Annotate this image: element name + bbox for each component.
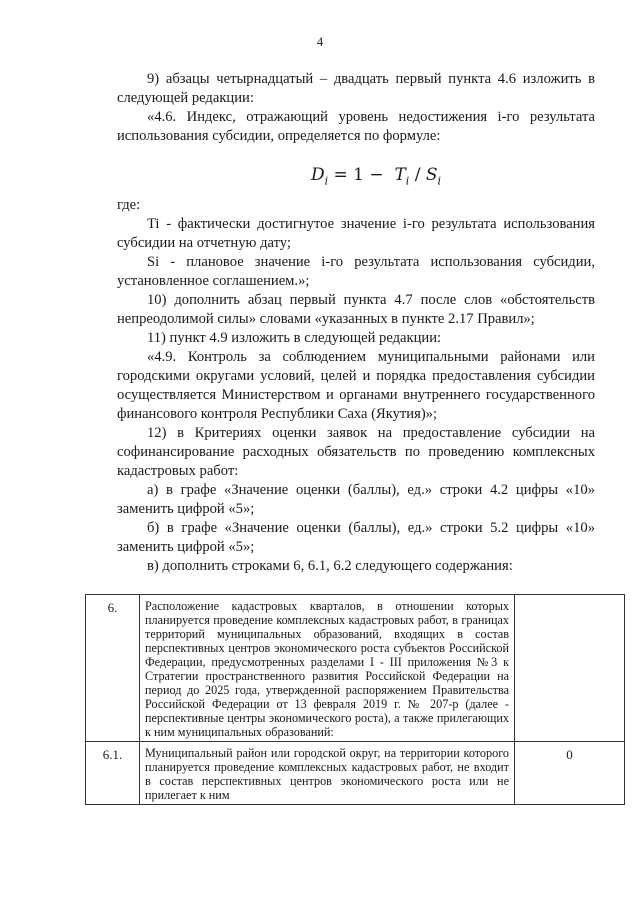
formula-s: S <box>425 165 438 185</box>
paragraph: Si - плановое значение i-го результата использования субсидии, установленное соглашением.»; <box>117 254 595 290</box>
paragraph: 12) в Критериях оценки заявок на предоставление субсидии на софинансирование расходных обязательств по проведению комплексных кадастровых работ: <box>117 425 595 480</box>
formula-subscript: i <box>405 174 410 188</box>
row-number: 6.1. <box>86 742 140 805</box>
paragraph: 9) абзацы четырнадцатый – двадцать первый пункта 4.6 изложить в следующей редакции: <box>117 71 595 106</box>
paragraph: 10) дополнить абзац первый пункта 4.7 после слов «обстоятельств непреодолимой силы» словами «указанных в пункте 2.17 Правил»; <box>117 292 595 328</box>
criteria-table <box>85 594 625 805</box>
formula-t: T <box>394 165 406 185</box>
row-score: 0 <box>515 742 625 805</box>
page-number: 4 <box>316 34 324 49</box>
paragraph: б) в графе «Значение оценки (баллы), ед.» строки 5.2 цифры «10» заменить цифрой «5»; <box>117 520 595 556</box>
paragraph: Ti - фактически достигнутое значение i-го результата использования субсидии на отчетную дату; <box>117 216 595 252</box>
row-score <box>515 595 625 742</box>
paragraph: а) в графе «Значение оценки (баллы), ед.» строки 4.2 цифры «10» заменить цифрой «5»; <box>117 482 595 518</box>
formula-lhs: D <box>310 165 325 185</box>
row-number: 6. <box>86 595 140 742</box>
row-description: Расположение кадастровых кварталов, в отношении которых планируется проведение комплексных кадастровых работ, в границах территорий муниципальных образований, входящих в состав перспективных центров экономического роста субъектов Российской Федерации, предусмотренных разделами I - III приложения №3 к Стратегии пространственного развития Российской Федерации на период до 2025 года, утвержденной распоряжением Правительства Российской Федерации от 13 февраля 2019 г. № 207-р (далее - перспективные центры экономического роста), а также прилегающих к ним муниципальных образований: <box>140 595 515 742</box>
formula-subscript: i <box>437 174 442 188</box>
paragraph: 11) пункт 4.9 изложить в следующей редакции: <box>147 330 442 347</box>
formula-subscript: i <box>324 174 329 188</box>
formula <box>117 166 595 190</box>
formula-equals: = 1 − <box>333 165 384 185</box>
paragraph: «4.6. Индекс, отражающий уровень недостижения i-го результата использования субсидии, определяется по формуле: <box>117 109 595 144</box>
row-description: Муниципальный район или городской округ, на территории которого планируется проведение комплексных кадастровых работ, не входит в состав перспективных центров экономического роста или не прилегает к ним <box>140 742 515 805</box>
formula-slash: / <box>414 165 421 185</box>
table-row <box>86 742 625 805</box>
where-label: где: <box>117 197 141 214</box>
paragraph: «4.9. Контроль за соблюдением муниципальными районами или городскими округами условий, целей и порядка предоставления субсидии осуществляется Министерством и органами внутреннего государственного финансового контроля Республики Саха (Якутия)»; <box>117 349 595 423</box>
paragraph: в) дополнить строками 6, 6.1, 6.2 следующего содержания: <box>147 558 513 575</box>
table-row <box>86 595 625 742</box>
document-body <box>117 70 595 576</box>
